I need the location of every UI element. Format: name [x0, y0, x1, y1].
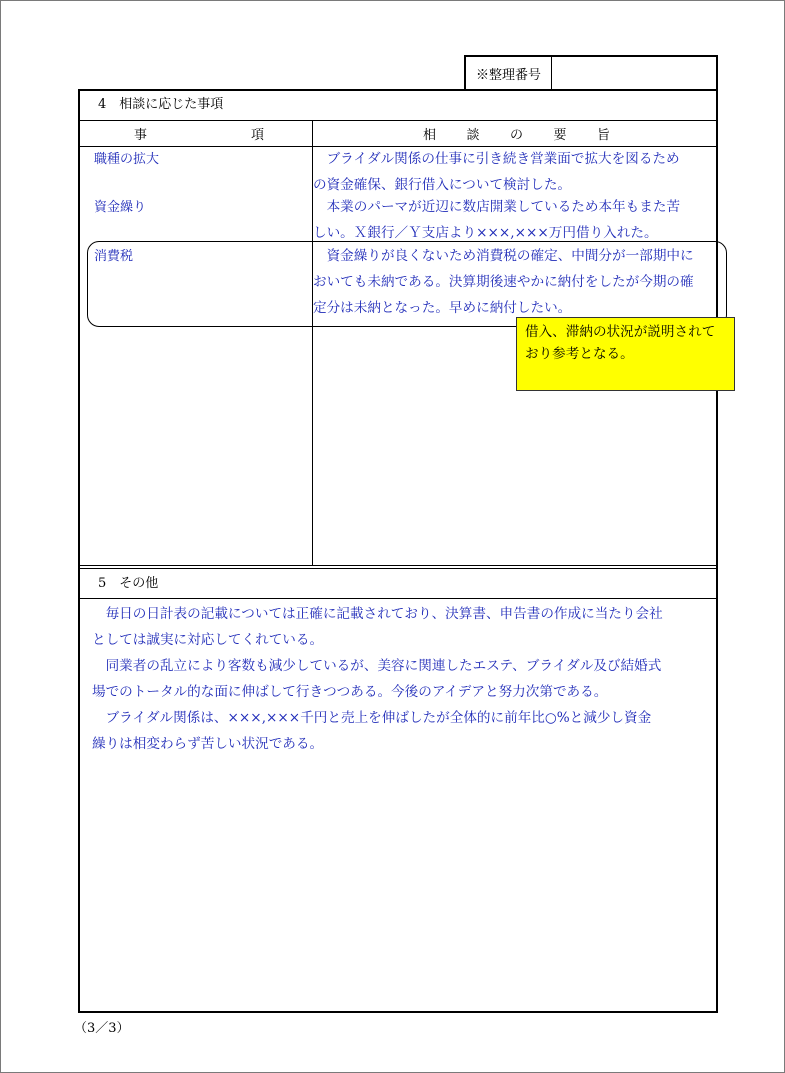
section-5-title: 5 その他: [98, 576, 159, 591]
column-header-char: 項: [250, 127, 264, 143]
other-notes-text: [92, 601, 718, 757]
text-line: としては誠実に対応してくれている。: [92, 632, 324, 648]
text-line: 場でのトータル的な面に伸ばして行きつつある。今後のアイデアと努力次第である。: [92, 684, 608, 700]
form-frame: [78, 89, 718, 1013]
text-line: 同業者の乱立により客数も減少しているが、美容に関連したエステ、ブライダル及び結婚式: [92, 658, 662, 674]
topic-label: 職種の拡大: [94, 152, 160, 167]
column-header-char: 相: [423, 127, 437, 143]
text-line: ブライダル関係の仕事に引き続き営業面で拡大を図るため: [313, 151, 680, 167]
text-line: 毎日の日計表の記載については正確に記載されており、決算書、申告書の作成に当たり会社: [92, 606, 663, 622]
column-header-char: 事: [134, 127, 148, 143]
consultation-text: [313, 194, 720, 246]
section-4-title: 4 相談に応じた事項: [98, 97, 224, 112]
column-header-char: 旨: [596, 127, 610, 143]
text-line: ブライダル関係は、×××,×××千円と売上を伸ばしたが全体的に前年比○%と減少し資金: [92, 710, 652, 726]
column-header-item: [134, 120, 264, 146]
divider: [80, 598, 716, 599]
column-header-char: 要: [553, 127, 567, 143]
text-line: の資金確保、銀行借入について検討した。: [313, 177, 572, 193]
text-line: 資金繰りが良くないため消費税の確定、中間分が一部期中に: [313, 248, 694, 264]
note-line: 借入、滞納の状況が説明されて: [525, 324, 716, 340]
reference-number-box: [464, 55, 718, 89]
topic-label: 資金繰り: [94, 200, 147, 215]
annotation-note: [516, 317, 735, 391]
reference-number-label: ※整理番号: [466, 57, 552, 89]
divider: [80, 565, 716, 566]
text-line: 本業のパーマが近辺に数店開業しているため本年もまた苦: [313, 199, 681, 215]
text-line: おいても未納である。決算期後速やかに納付をしたが今期の確: [313, 274, 694, 290]
topic-label: 消費税: [94, 249, 134, 264]
reference-number-value: [552, 57, 716, 89]
text-line: しい。Ｘ銀行／Ｙ支店より×××,×××万円借り入れた。: [313, 225, 658, 241]
text-line: 定分は未納となった。早めに納付したい。: [313, 300, 572, 316]
text-line: 繰りは相変わらず苦しい状況である。: [92, 736, 324, 752]
note-line: おり参考となる。: [525, 346, 634, 362]
column-header-char: 談: [466, 127, 480, 143]
page-number: （3／3）: [74, 1021, 130, 1036]
column-header-char: の: [509, 127, 523, 143]
highlight-outline: [87, 241, 727, 327]
consultation-text: [313, 146, 720, 198]
divider: [80, 568, 716, 569]
column-header-summary: [423, 120, 610, 146]
